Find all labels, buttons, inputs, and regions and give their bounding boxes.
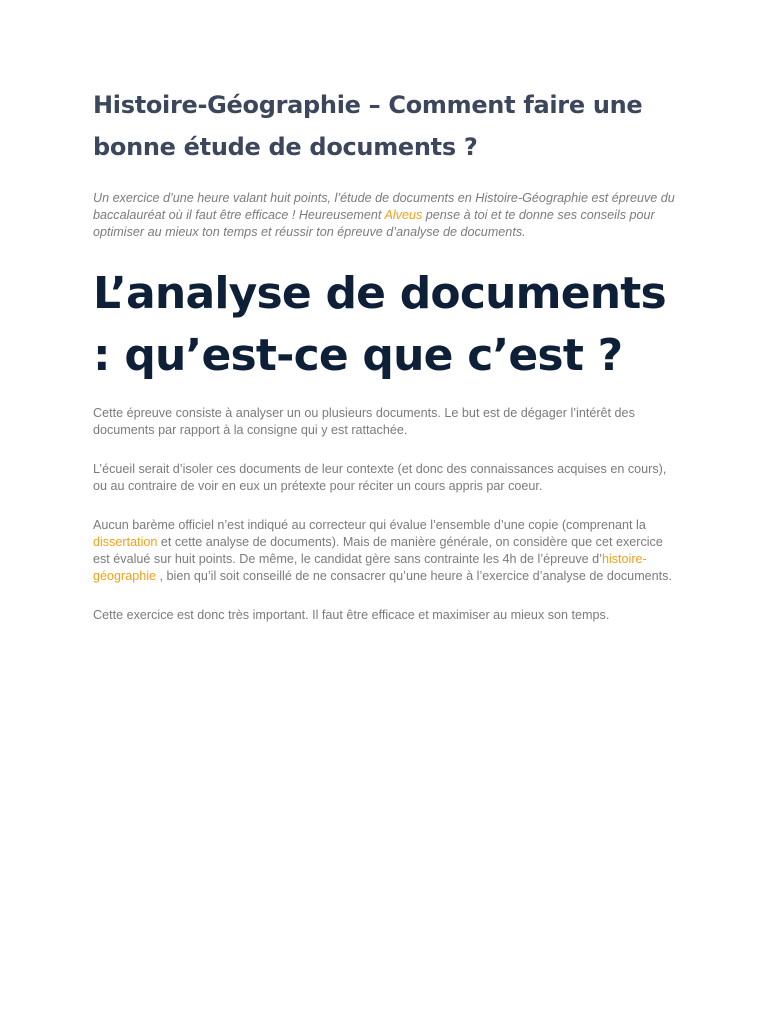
intro-text-start: Un exercice d’une heure valant huit points, l’étude de documents en Histoire-Géographie est épreuve du baccalauréat où il faut être efficace ! Heureusement [93,191,675,222]
section-heading: L’analyse de documents : qu’est-ce que c’est ? [93,268,666,381]
dissertation-link[interactable]: dissertation [93,535,158,549]
intro-text-end: pense à toi et te donne ses conseils pour optimiser au mieux ton temps et réussir ton épreuve d’analyse de documents. [93,208,655,239]
paragraph-2: L’écueil serait d’isoler ces documents de leur contexte (et donc des connaissances acquises en cours), ou au contraire de voir en eux un prétexte pour réciter un cours appris par coeur. [93,462,667,493]
paragraph-3 [93,517,678,585]
article [93,84,678,624]
page-title: Histoire-Géographie – Comment faire une bonne étude de documents ? [93,91,643,161]
paragraph-4: Cette exercice est donc très important. Il faut être efficace et maximiser au mieux son temps. [93,608,610,622]
paragraph-3-text-a: Aucun barème officiel n’est indiqué au correcteur qui évalue l’ensemble d’une copie (comprenant la [93,518,646,532]
paragraph-1: Cette épreuve consiste à analyser un ou plusieurs documents. Le but est de dégager l’intérêt des documents par rapport à la consigne qui y est rattachée. [93,406,635,437]
intro-paragraph [93,190,678,241]
paragraph-3-text-b: et cette analyse de documents). Mais de manière générale, on considère que cet exercice est évalué sur huit points. De même, le candidat gère sans contrainte les 4h de l’épreuve d’ [93,535,663,566]
alveus-link[interactable]: Alveus [384,208,423,222]
paragraph-3-text-c: , bien qu’il soit conseillé de ne consacrer qu’une heure à l’exercice d’analyse de documents. [156,569,672,583]
histoire-geographie-link[interactable]: histoire-géographie [93,552,647,583]
